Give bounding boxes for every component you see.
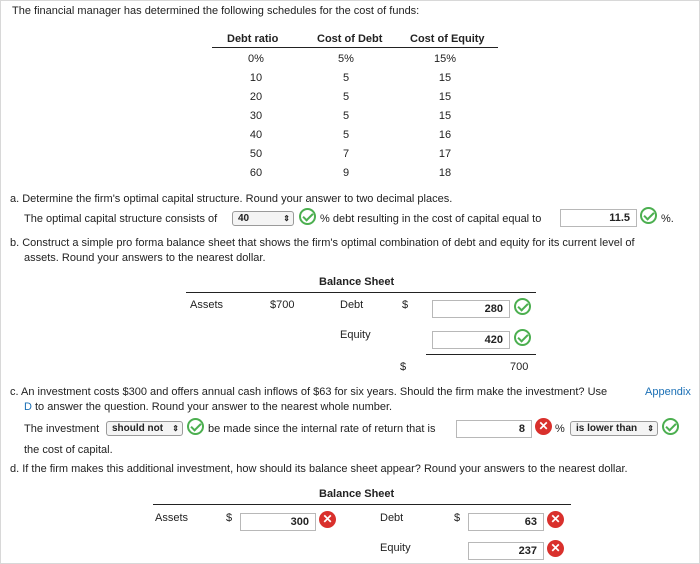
balance-sheet-title-d: Balance Sheet bbox=[319, 488, 395, 500]
table-rule bbox=[212, 47, 498, 48]
correct-check-icon bbox=[662, 418, 679, 435]
table-cell: 15 bbox=[438, 91, 452, 103]
question-a: a. Determine the firm's optimal capital structure. Round your answer to two decimal places. bbox=[10, 193, 453, 205]
correct-check-icon bbox=[514, 329, 531, 346]
updown-arrow-icon: ⇕ bbox=[647, 424, 654, 433]
updown-arrow-icon: ⇕ bbox=[283, 214, 290, 223]
percent-sign: % bbox=[555, 423, 565, 435]
correct-check-icon bbox=[299, 208, 316, 225]
table-cell: 40 bbox=[249, 129, 263, 141]
assets-label: Assets bbox=[190, 299, 224, 311]
incorrect-x-icon: ✕ bbox=[547, 540, 564, 557]
correct-check-icon bbox=[187, 418, 204, 435]
appendix-link-d[interactable]: D bbox=[24, 401, 32, 413]
total-rule bbox=[426, 354, 536, 355]
assets-value: $700 bbox=[270, 299, 295, 311]
table-cell: 17 bbox=[438, 148, 452, 160]
col-header-debt-ratio: Debt ratio bbox=[227, 33, 279, 45]
table-cell: 15% bbox=[433, 53, 457, 65]
table-cell: 7 bbox=[342, 148, 350, 160]
table-cell: 15 bbox=[438, 110, 452, 122]
table-cell: 10 bbox=[249, 72, 263, 84]
cost-of-capital-input[interactable]: 11.5 bbox=[560, 209, 637, 227]
balance-sheet-rule bbox=[186, 292, 536, 293]
c-suffix-text: the cost of capital. bbox=[24, 444, 113, 456]
assets-label-d: Assets bbox=[155, 512, 189, 524]
equity-label-d: Equity bbox=[380, 542, 411, 554]
debt-input-d[interactable]: 63 bbox=[468, 513, 544, 531]
table-cell: 50 bbox=[249, 148, 263, 160]
table-cell: 18 bbox=[438, 167, 452, 179]
c-middle-text: be made since the internal rate of return that is bbox=[208, 423, 436, 435]
comparison-select-value: is lower than bbox=[576, 423, 638, 434]
debt-label: Debt bbox=[340, 299, 364, 311]
debt-input[interactable]: 280 bbox=[432, 300, 510, 318]
total-value: 700 bbox=[510, 361, 529, 373]
table-cell: 5% bbox=[338, 53, 354, 65]
balance-sheet-title: Balance Sheet bbox=[319, 276, 395, 288]
debt-ratio-select[interactable] bbox=[232, 211, 294, 226]
intro-text: The financial manager has determined the following schedules for the cost of funds: bbox=[12, 5, 420, 17]
table-cell: 60 bbox=[249, 167, 263, 179]
table-cell: 30 bbox=[249, 110, 263, 122]
updown-arrow-icon: ⇕ bbox=[172, 424, 179, 433]
table-cell: 16 bbox=[438, 129, 452, 141]
a-middle-text: % debt resulting in the cost of capital equal to bbox=[320, 213, 542, 225]
investment-decision-value: should not bbox=[112, 423, 164, 434]
correct-check-icon bbox=[640, 207, 657, 224]
table-cell: 20 bbox=[249, 91, 263, 103]
total-dollar-sign: $ bbox=[400, 361, 407, 373]
question-d: d. If the firm makes this additional investment, how should its balance sheet appear? Round your answers to the nearest dollar. bbox=[10, 463, 628, 475]
equity-input[interactable]: 420 bbox=[432, 331, 510, 349]
table-cell: 5 bbox=[342, 91, 350, 103]
question-b-line1: b. Construct a simple pro forma balance sheet that shows the firm's optimal combination of debt and equity for its current level of bbox=[10, 237, 635, 249]
dollar-sign: $ bbox=[454, 512, 461, 524]
incorrect-x-icon: ✕ bbox=[319, 511, 336, 528]
debt-label-d: Debt bbox=[380, 512, 404, 524]
irr-input[interactable]: 8 bbox=[456, 420, 532, 438]
dollar-sign: $ bbox=[402, 299, 409, 311]
table-cell: 15 bbox=[438, 72, 452, 84]
a-prefix-text: The optimal capital structure consists of bbox=[24, 213, 218, 225]
c-prefix-text: The investment bbox=[24, 423, 100, 435]
table-cell: 0% bbox=[248, 53, 264, 65]
balance-sheet-rule-d bbox=[153, 504, 571, 505]
appendix-link[interactable]: Appendix bbox=[645, 386, 691, 398]
equity-input-d[interactable]: 237 bbox=[468, 542, 544, 560]
assets-input-d[interactable]: 300 bbox=[240, 513, 316, 531]
question-c-line1: c. An investment costs $300 and offers annual cash inflows of $63 for six years. Should the firm make the investment? Use bbox=[10, 386, 608, 398]
debt-ratio-select-value: 40 bbox=[238, 213, 250, 224]
incorrect-x-icon: ✕ bbox=[547, 511, 564, 528]
investment-decision-select[interactable] bbox=[106, 421, 183, 436]
comparison-select[interactable] bbox=[570, 421, 658, 436]
col-header-cost-of-equity: Cost of Equity bbox=[410, 33, 485, 45]
table-cell: 5 bbox=[342, 129, 350, 141]
col-header-cost-of-debt: Cost of Debt bbox=[317, 33, 383, 45]
table-cell: 9 bbox=[342, 167, 350, 179]
question-b-line2: assets. Round your answers to the nearest dollar. bbox=[24, 252, 266, 264]
table-cell: 5 bbox=[342, 72, 350, 84]
table-cell: 5 bbox=[342, 110, 350, 122]
question-c-line2: to answer the question. Round your answer to the nearest whole number. bbox=[35, 401, 393, 413]
a-suffix-text: %. bbox=[661, 213, 674, 225]
dollar-sign: $ bbox=[226, 512, 233, 524]
correct-check-icon bbox=[514, 298, 531, 315]
incorrect-x-icon: ✕ bbox=[535, 418, 552, 435]
equity-label: Equity bbox=[340, 329, 371, 341]
